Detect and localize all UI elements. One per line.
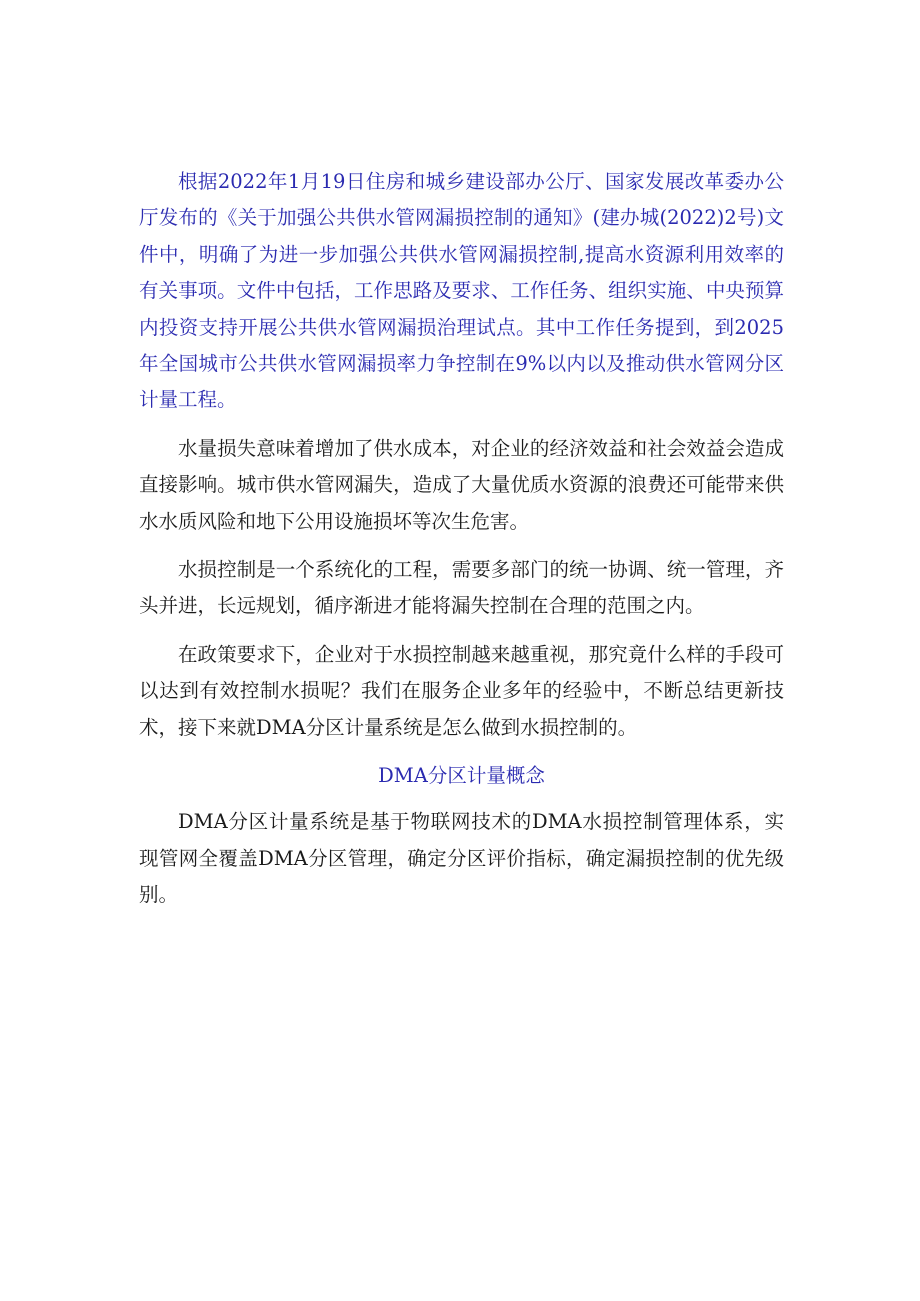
policy-paragraph: 根据2022年1月19日住房和城乡建设部办公厅、国家发展改革委办公厅发布的《关于加强公共供水管网漏损控制的通知》(建办城(2022)2号)文件中，明确了为进一步加强公共供水管网漏损控制,提高水资源利用效率的有关事项。文件中包括，工作思路及要求、工作任务、组织实施、中央预算内投资支持开展公共供水管网漏损治理试点。其中工作任务提到，到2025年全国城市公共供水管网漏损率力争控制在9%以内以及推动供水管网分区计量工程。	[139, 170, 784, 412]
document-page	[139, 164, 784, 913]
water-loss-paragraph: 水量损失意味着增加了供水成本，对企业的经济效益和社会效益会造成直接影响。城市供水管网漏失，造成了大量优质水资源的浪费还可能带来供水水质风险和地下公用设施损坏等次生危害。	[139, 436, 784, 533]
section-heading: DMA分区计量概念	[378, 764, 545, 788]
dma-concept-paragraph: DMA分区计量系统是基于物联网技术的DMA水损控制管理体系，实现管网全覆盖DMA分区管理，确定分区评价指标，确定漏损控制的优先级别。	[139, 810, 784, 906]
policy-requirement-paragraph: 在政策要求下，企业对于水损控制越来越重视，那究竟什么样的手段可以达到有效控制水损呢？我们在服务企业多年的经验中，不断总结更新技术，接下来就DMA分区计量系统是怎么做到水损控制的。	[139, 642, 784, 739]
loss-control-paragraph: 水损控制是一个系统化的工程，需要多部门的统一协调、统一管理，齐头并进，长远规划，循序渐进才能将漏失控制在合理的范围之内。	[139, 558, 784, 618]
